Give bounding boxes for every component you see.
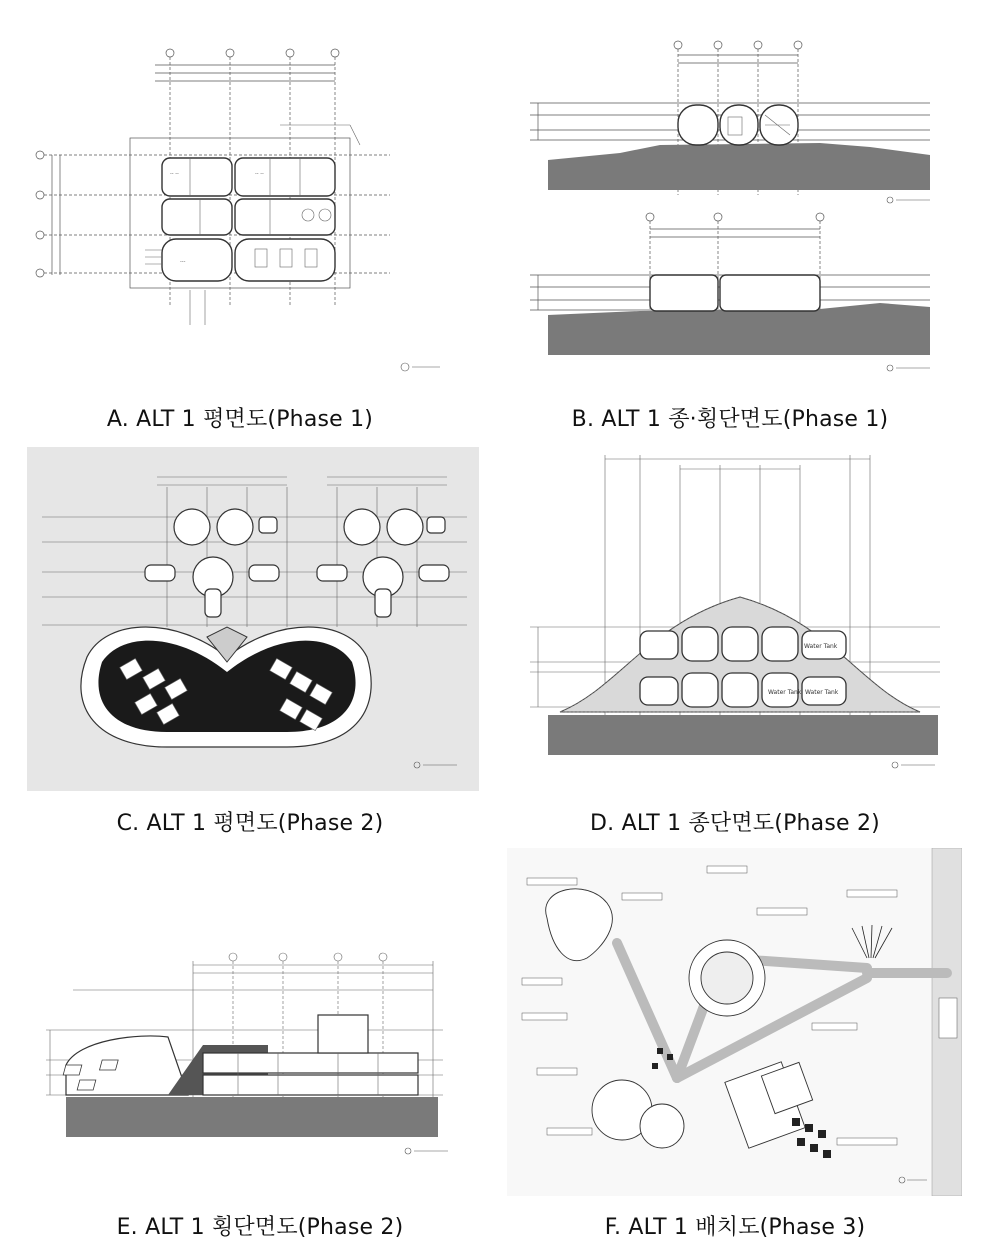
panel-d-drawing [520, 447, 960, 791]
panel-c-drawing [27, 447, 479, 791]
d-water-tank-label-2: Water Tank [768, 689, 802, 696]
panel-e-drawing [38, 945, 453, 1165]
panel-c-caption: C. ALT 1 평면도(Phase 2) [116, 811, 384, 836]
panel-a-drawing [30, 35, 450, 380]
svg-text:---: --- [180, 259, 186, 265]
panel-e-caption: E. ALT 1 횡단면도(Phase 2) [116, 1215, 404, 1240]
panel-d-caption: D. ALT 1 종단면도(Phase 2) [590, 811, 880, 836]
panel-f-drawing [507, 848, 962, 1196]
panel-a-caption: A. ALT 1 평면도(Phase 1) [106, 407, 374, 432]
panel-b-drawing [520, 35, 960, 380]
panel-b-caption: B. ALT 1 종·횡단면도(Phase 1) [571, 407, 889, 432]
svg-text:-- --: -- -- [170, 171, 179, 177]
svg-text:-- --: -- -- [255, 171, 264, 177]
d-water-tank-label-1: Water Tank [804, 643, 838, 650]
d-water-tank-label-3: Water Tank [805, 689, 839, 696]
panel-f-caption: F. ALT 1 배치도(Phase 3) [604, 1215, 866, 1240]
